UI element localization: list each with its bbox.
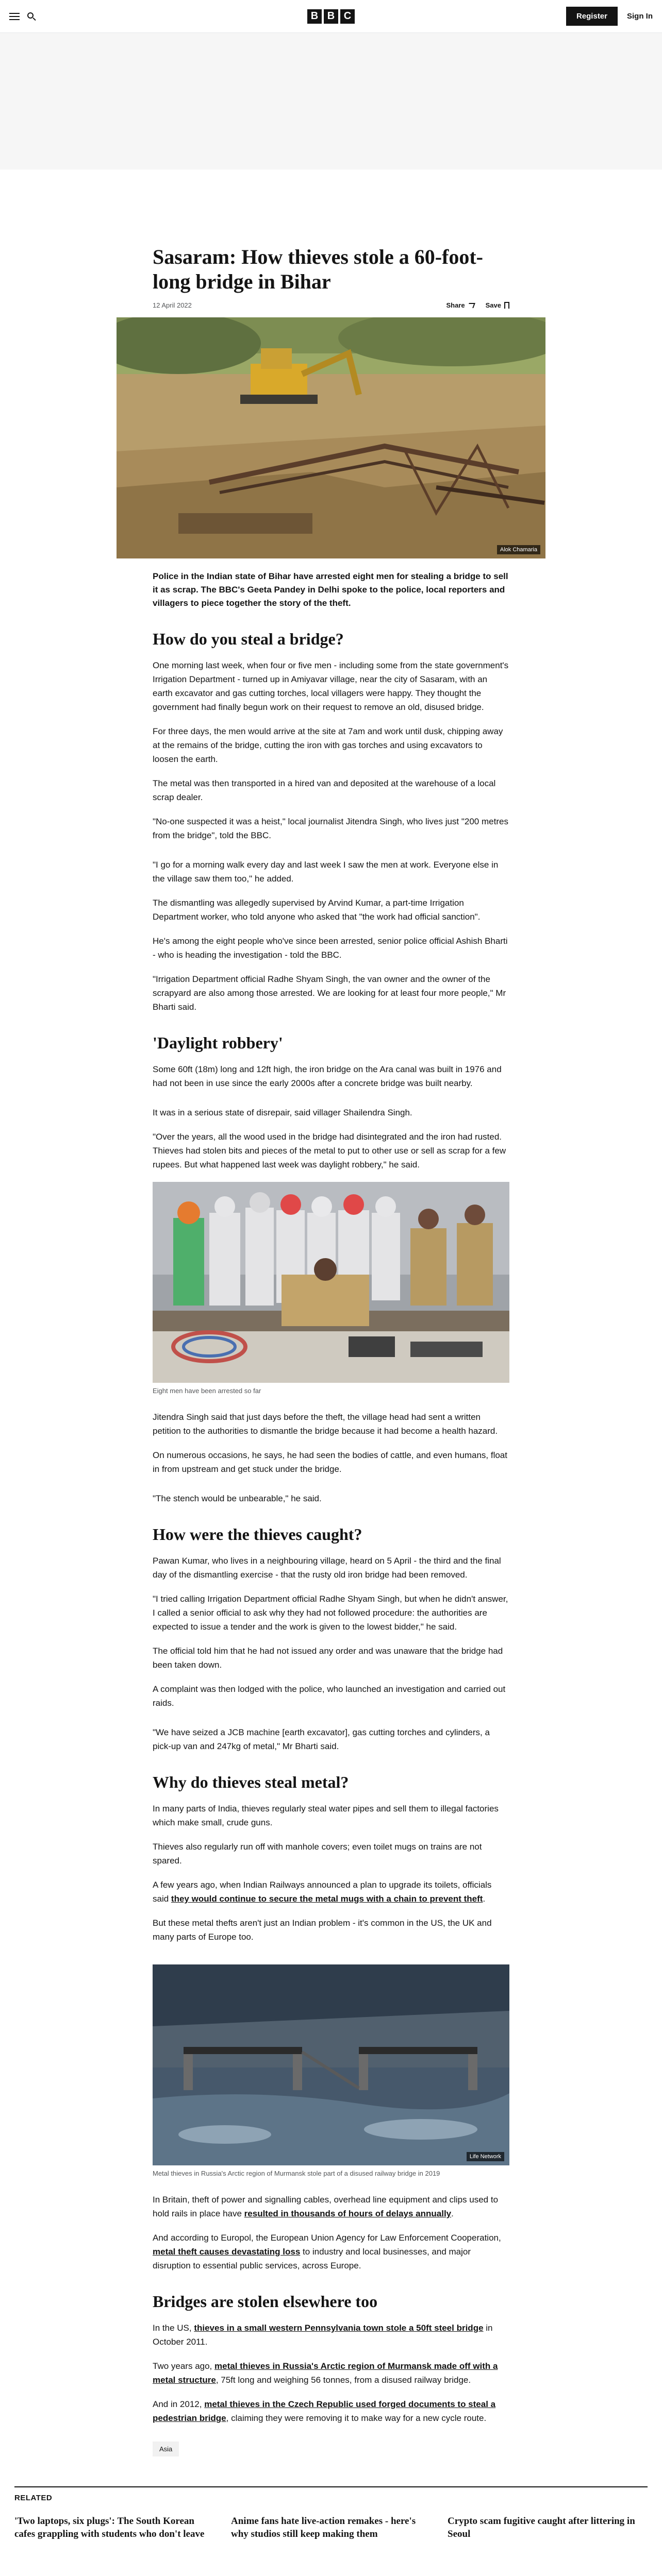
text-run: , claiming they were removing it to make way for a new cycle route. — [226, 2413, 487, 2423]
article-body — [153, 570, 509, 2456]
save-button[interactable] — [486, 301, 509, 309]
paragraph: Jitendra Singh said that just days before the theft, the village head had sent a written petition to the authorities to dismantle the bridge because it had become a health hazard. — [153, 1412, 498, 1436]
section-heading: Bridges are stolen elsewhere too — [153, 2292, 378, 2311]
image-caption: Eight men have been arrested so far — [153, 1387, 261, 1395]
pennsylvania-link[interactable]: thieves in a small western Pennsylvania town stole a 50ft steel bridge — [194, 2323, 484, 2333]
share-label: Share — [446, 301, 465, 309]
paragraph: He's among the eight people who've since been arrested, senior police official Ashish Bharti - who is heading the investigation - told the BBC. — [153, 936, 508, 960]
arrest-image — [153, 1182, 509, 1383]
paragraph: "I go for a morning walk every day and last week I saw the men at work. Everyone else in the village saw them too," he added. — [153, 860, 499, 884]
paragraph: "No-one suspected it was a heist," local journalist Jitendra Singh, who lives just "200 metres from the bridge", told the BBC. — [153, 817, 508, 840]
related-section — [14, 2486, 648, 2540]
logo-letter: C — [340, 9, 355, 24]
search-icon[interactable] — [27, 12, 36, 21]
paragraph — [153, 2321, 509, 2349]
article-lead: Police in the Indian state of Bihar have arrested eight men for stealing a bridge to sell it as scrap. The BBC's Geeta Pandey in Delhi spoke to the police, local reporters and villagers to piece together the story of the theft. — [153, 571, 508, 608]
image-credit: Life Network — [467, 2152, 504, 2161]
text-run: . — [451, 2209, 454, 2218]
section-heading: Why do thieves steal metal? — [153, 1773, 349, 1791]
railway-bridge-photo — [153, 1964, 509, 2165]
text-run: And according to Europol, the European Union Agency for Law Enforcement Cooperation, — [153, 2233, 501, 2243]
related-card[interactable]: 'Two laptops, six plugs': The South Korean cafes grappling with students who don't leave — [14, 2516, 205, 2539]
related-list — [14, 2515, 648, 2540]
paragraph — [153, 2193, 509, 2221]
article-meta — [153, 301, 509, 309]
paragraph: The metal was then transported in a hired van and deposited at the warehouse of a local scrap dealer. — [153, 778, 496, 802]
paragraph: In many parts of India, thieves regularly steal water pipes and sell them to illegal factories which make small, crude guns. — [153, 1804, 499, 1827]
menu-icon[interactable] — [9, 13, 20, 20]
section-heading: 'Daylight robbery' — [153, 1033, 283, 1052]
text-run: And in 2012, — [153, 2399, 205, 2409]
paragraph: The official told him that he had not issued any order and was unaware that the bridge had been taken down. — [153, 1646, 503, 1670]
section-heading: How do you steal a bridge? — [153, 630, 344, 648]
bbc-logo[interactable] — [307, 9, 355, 24]
article-title: Sasaram: How thieves stole a 60-foot-long bridge in Bihar — [153, 245, 483, 293]
murmansk-link[interactable]: metal thieves in Russia's Arctic region of Murmansk made off with a metal structure — [153, 2361, 498, 2385]
paragraph: "Irrigation Department official Radhe Shyam Singh, the van owner and the owner of the scrapyard are also among those arrested. We are looking for at least four more people," Mr Bharti said. — [153, 974, 506, 1012]
uk-delays-link[interactable]: resulted in thousands of hours of delays annually — [244, 2209, 452, 2218]
paragraph — [153, 2231, 509, 2273]
europol-link[interactable]: metal theft causes devastating loss — [153, 2247, 301, 2257]
paragraph: "Over the years, all the wood used in the bridge had disintegrated and the iron had rusted. Thieves had stolen bits and pieces of the metal to put to other use or sell as scrap for a few rupees. But what happened last week was daylight robbery," he said. — [153, 1132, 506, 1170]
hero-image — [117, 317, 545, 558]
indian-railways-link[interactable]: they would continue to secure the metal mugs with a chain to prevent theft — [171, 1894, 483, 1904]
paragraph: Some 60ft (18m) long and 12ft high, the iron bridge on the Ara canal was built in 1976 and had not been in use since the early 2000s after a concrete bridge was built nearby. — [153, 1064, 502, 1088]
image-credit: Alok Chamaria — [497, 545, 540, 554]
text-run: to industry and local businesses, and major disruption to essential public services, across Europe. — [153, 2247, 471, 2270]
sign-in-button[interactable]: Sign In — [627, 12, 653, 21]
bridge-demolition-photo — [117, 317, 545, 558]
text-run: Two years ago, — [153, 2361, 215, 2371]
paragraph: "I tried calling Irrigation Department official Radhe Shyam Singh, but when he didn't answer, I called a senior official to ask why they had not followed procedure: the authorities are expected to issue a tender and the work is given to the lowest bidder," he said. — [153, 1594, 508, 1632]
save-label: Save — [485, 301, 501, 309]
paragraph: "We have seized a JCB machine [earth excavator], gas cutting torches and cylinders, a pick-up van and 247kg of metal," Mr Bharti said. — [153, 1727, 490, 1751]
text-run: . — [483, 1894, 486, 1904]
related-heading: RELATED — [14, 2494, 53, 2502]
text-run: In Britain, theft of power and signalling cables, overhead line equipment and clips used to hold rails in place have — [153, 2195, 499, 2218]
arrested-men-photo — [153, 1182, 509, 1383]
paragraph: It was in a serious state of disrepair, said villager Shailendra Singh. — [153, 1108, 412, 1117]
site-header — [0, 0, 662, 33]
advertisement-banner — [0, 33, 662, 170]
text-run: , 75ft long and weighing 56 tonnes, from a disused railway bridge. — [216, 2375, 471, 2385]
related-card[interactable]: Anime fans hate live-action remakes - here's why studios still keep making them — [231, 2516, 416, 2539]
section-heading: How were the thieves caught? — [153, 1525, 362, 1544]
publish-date: 12 April 2022 — [153, 301, 192, 309]
text-run: In the US, — [153, 2323, 194, 2333]
logo-letter: B — [324, 9, 338, 24]
paragraph: One morning last week, when four or five men - including some from the state government's Irrigation Department - turned up in Amiyavar village, near the city of Sasaram, with an earth excavator and gas cutting torches, local villagers were happy. They thought the government had finally begun work on their request to remove an old, disused bridge. — [153, 660, 509, 712]
czech-link[interactable]: metal thieves in the Czech Republic used forged documents to steal a pedestrian bridge — [153, 2399, 496, 2423]
logo-letter: B — [307, 9, 322, 24]
header-right — [519, 7, 653, 26]
article-actions — [446, 301, 509, 309]
paragraph: The dismantling was allegedly supervised by Arvind Kumar, a part-time Irrigation Department worker, who told anyone who asked that "the work had official sanction". — [153, 898, 481, 922]
topic-tag[interactable]: Asia — [153, 2442, 179, 2456]
share-icon — [467, 303, 475, 308]
bookmark-icon — [504, 302, 509, 309]
text-run: A few years ago, when Indian Railways announced a plan to upgrade its toilets, officials said — [153, 1880, 492, 1904]
paragraph — [153, 2397, 509, 2425]
paragraph: A complaint was then lodged with the police, who launched an investigation and carried out raids. — [153, 1684, 506, 1708]
paragraph: But these metal thefts aren't just an Indian problem - it's common in the US, the UK and many parts of Europe too. — [153, 1918, 492, 1942]
paragraph: On numerous occasions, he says, he had seen the bodies of cattle, and even humans, float in from upstream and get stuck under the bridge. — [153, 1450, 507, 1474]
share-button[interactable] — [446, 301, 474, 309]
paragraph: For three days, the men would arrive at the site at 7am and work until dusk, chipping away at the remains of the bridge, cutting the iron with gas torches and using excavators to loosen the earth. — [153, 726, 503, 764]
related-card[interactable]: Crypto scam fugitive caught after littering in Seoul — [448, 2516, 635, 2539]
text-run: in October 2011. — [153, 2323, 493, 2347]
register-button[interactable]: Register — [566, 7, 618, 26]
paragraph: "The stench would be unbearable," he said. — [153, 1494, 322, 1503]
paragraph — [153, 2359, 509, 2387]
paragraph: Thieves also regularly run off with manhole covers; even toilet mugs on trains are not spared. — [153, 1842, 482, 1866]
header-left — [9, 12, 143, 21]
murmansk-image — [153, 1964, 509, 2165]
paragraph — [153, 1878, 509, 1906]
image-caption: Metal thieves in Russia's Arctic region of Murmansk stole part of a disused railway bridge in 2019 — [153, 2170, 440, 2177]
article-header — [153, 245, 509, 309]
paragraph: Pawan Kumar, who lives in a neighbouring village, heard on 5 April - the third and the final day of the dismantling exercise - that the rusty old iron bridge had been removed. — [153, 1556, 501, 1580]
